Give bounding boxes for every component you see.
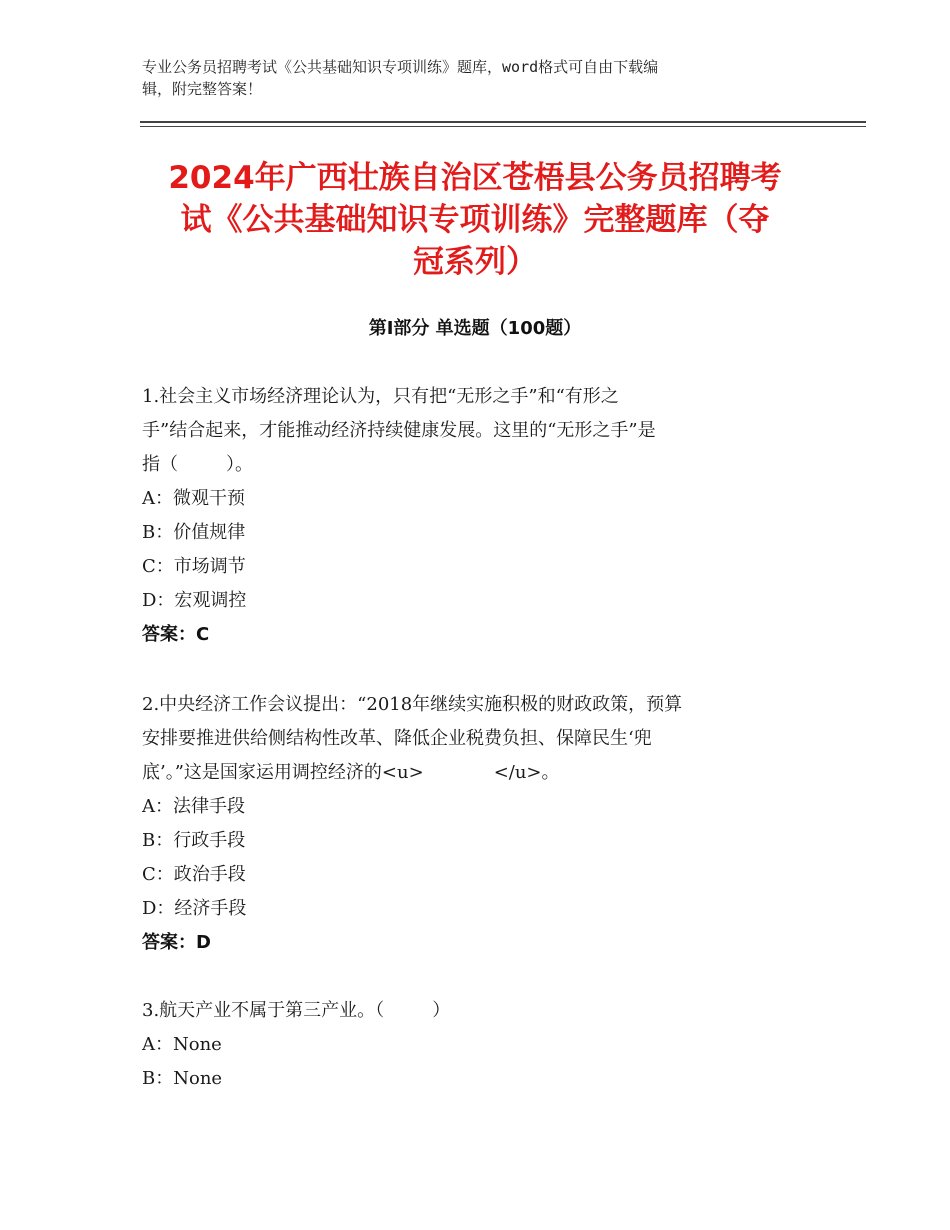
- option-a: A：微观干预: [142, 488, 245, 509]
- question-1-line-2: 手”结合起来，才能推动经济持续健康发展。这里的“无形之手”是: [142, 420, 656, 441]
- question-2-line-3: [142, 756, 802, 790]
- question-2-line-1: 2.中央经济工作会议提出：“2018年继续实施积极的财政政策，预算: [142, 694, 683, 715]
- option-c: C：市场调节: [142, 556, 246, 577]
- page-title: [140, 157, 810, 283]
- question-1-line-3-suffix: ）。: [226, 454, 253, 475]
- question-1-line-3-prefix: 指（: [142, 454, 178, 475]
- option-a: A：法律手段: [142, 796, 245, 817]
- option-b: B：价值规律: [142, 522, 246, 543]
- question-3: [142, 994, 802, 1096]
- question-2-line-3-prefix: 底’。”这是国家运用调控经济的<u>: [142, 762, 424, 783]
- answer-label: 答案：D: [142, 932, 211, 953]
- page-title-line-3: 冠系列）: [413, 244, 537, 280]
- header-note-line-2: 辑，附完整答案！: [142, 80, 263, 98]
- option-b: B：None: [142, 1068, 223, 1089]
- header-note: [142, 56, 792, 100]
- option-c: C：政治手段: [142, 864, 246, 885]
- header-divider-thick: [140, 121, 866, 123]
- question-2: [142, 688, 802, 960]
- question-3-line-1-prefix: 3.航天产业不属于第三产业。（: [142, 1000, 385, 1021]
- question-1-line-1: 1.社会主义市场经济理论认为，只有把“无形之手”和“有形之: [142, 386, 619, 407]
- question-2-line-2: 安排要推进供给侧结构性改革、降低企业税费负担、保障民生‘兜: [142, 728, 652, 749]
- option-b: B：行政手段: [142, 830, 246, 851]
- option-d: D：宏观调控: [142, 590, 247, 611]
- option-d: D：经济手段: [142, 898, 247, 919]
- section-title: 第Ⅰ部分 单选题（100题）: [368, 318, 582, 339]
- question-3-line-1: [142, 994, 802, 1028]
- question-2-line-3-suffix: </u>。: [493, 762, 560, 783]
- option-a: A：None: [142, 1034, 222, 1055]
- answer-label: 答案：C: [142, 624, 210, 645]
- header-note-line-1: 专业公务员招聘考试《公共基础知识专项训练》题库，word格式可自由下载编: [142, 58, 659, 76]
- question-1-line-3: [142, 448, 802, 482]
- question-1: [142, 380, 802, 652]
- page-title-line-1: 2024年广西壮族自治区苍梧县公务员招聘考: [168, 160, 782, 196]
- header-divider-thin: [140, 126, 866, 127]
- page-title-line-2: 试《公共基础知识专项训练》完整题库（夺: [180, 202, 770, 238]
- question-3-line-1-suffix: ）: [432, 1000, 451, 1021]
